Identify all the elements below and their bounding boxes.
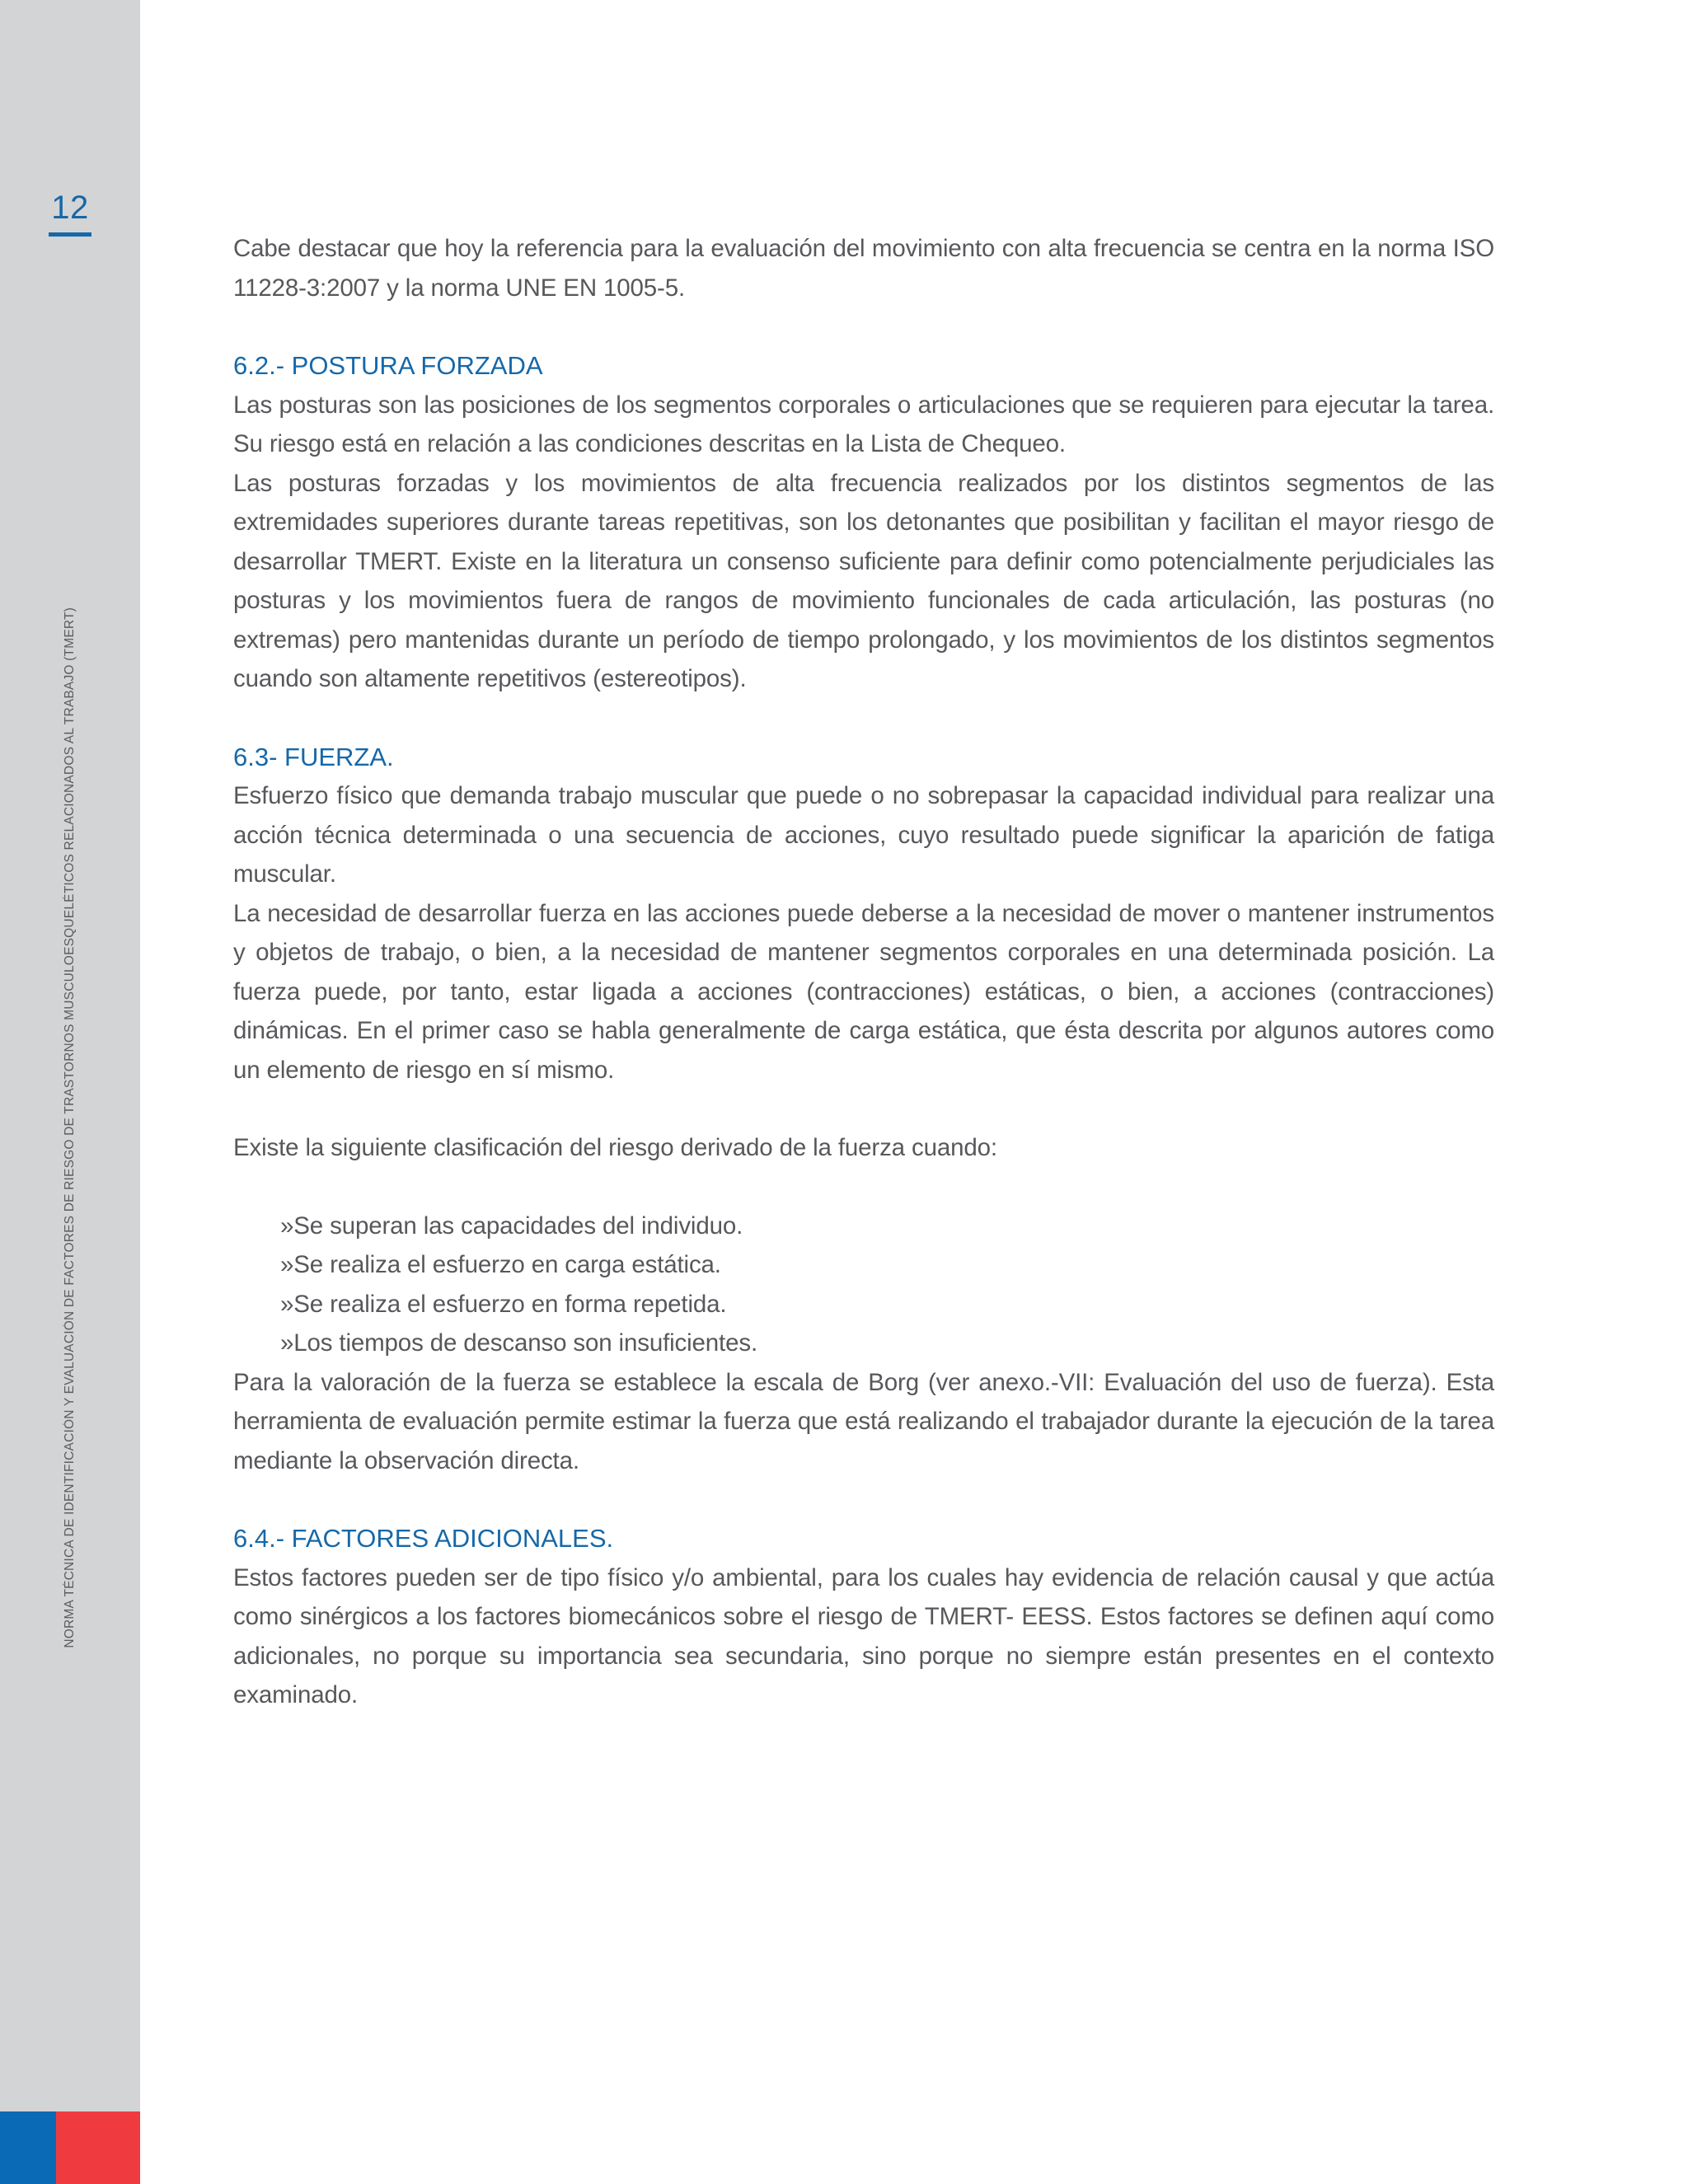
section-6-2 <box>233 346 1494 464</box>
intro-paragraph: Cabe destacar que hoy la referencia para la evaluación del movimiento con alta frecuencia se centra en la norma ISO 11228-3:2007 y la norma UNE EN 1005-5. <box>233 235 1494 302</box>
list-item-label: Se superan las capacidades del individuo. <box>293 1212 743 1240</box>
force-risk-list <box>233 1207 1494 1363</box>
list-item-label: Se realiza el esfuerzo en carga estática. <box>293 1251 721 1278</box>
list-item <box>233 1207 1494 1246</box>
running-head <box>0 297 140 1648</box>
list-item-label: Se realiza el esfuerzo en forma repetida. <box>293 1290 727 1318</box>
section-6-3-paragraph-2: La necesidad de desarrollar fuerza en las acciones puede deberse a la necesidad de mover o mantener instrumentos y objetos de trabajo, o bien, a la necesidad de mantener segmentos corporales en una determinada posición. La fuerza puede, por tanto, estar ligada a acciones (contracciones) estáticas, o bien, a acciones (contracciones) dinámicas. En el primer caso se habla generalmente de carga estática, que ésta descrita por algunos autores como un elemento de riesgo en sí mismo. <box>233 899 1494 1084</box>
folio-rule <box>49 232 91 237</box>
page-number: 12 <box>51 190 89 226</box>
section-6-3-paragraph-1: Esfuerzo físico que demanda trabajo muscular que puede o no sobrepasar la capacidad individual para realizar una acción técnica determinada o una secuencia de acciones, cuyo resultado puede significar la aparición de fatiga muscular. <box>233 782 1494 888</box>
guillemet-icon: » <box>280 1290 294 1318</box>
section-6-3 <box>233 738 1494 894</box>
section-6-4 <box>233 1519 1494 1715</box>
footer-bar-blue <box>0 2111 56 2184</box>
list-item <box>233 1285 1494 1324</box>
running-head-text: NORMA TÉCNICA DE IDENTIFICACIÓN Y EVALUACIÓN DE FACTORES DE RIESGO DE TRASTORNOS MUSCULOESQUELÉTICOS RELACIONADOS AL TRABAJO (TMERT) <box>63 607 77 1648</box>
section-6-3-heading: 6.3- FUERZA. <box>233 742 394 771</box>
guillemet-icon: » <box>280 1329 294 1357</box>
section-6-4-paragraph-1: Estos factores pueden ser de tipo físico y/o ambiental, para los cuales hay evidencia de relación causal y que actúa como sinérgicos a los factores biomecánicos sobre el riesgo de TMERT- EESS. Estos factores se definen aquí como adicionales, no porque su importancia sea secundaria, sino porque no siempre están presentes en el contexto examinado. <box>233 1563 1494 1708</box>
footer-bar-red <box>56 2111 140 2184</box>
list-item <box>233 1245 1494 1285</box>
section-6-3-paragraph-3: Existe la siguiente clasificación del riesgo derivado de la fuerza cuando: <box>233 1134 997 1161</box>
section-6-2-heading: 6.2.- POSTURA FORZADA <box>233 351 543 380</box>
page-folio <box>0 191 140 237</box>
list-item-label: Los tiempos de descanso son insuficientes. <box>293 1329 757 1357</box>
section-6-2-paragraph-1: Las posturas son las posiciones de los segmentos corporales o articulaciones que se requieren para ejecutar la tarea. Su riesgo está en relación a las condiciones descritas en la Lista de Chequeo. <box>233 391 1494 457</box>
body-column <box>233 229 1494 1715</box>
section-6-3-paragraph-4: Para la valoración de la fuerza se establece la escala de Borg (ver anexo.-VII: Evaluación del uso de fuerza). Esta herramienta de evaluación permite estimar la fuerza que está realizando el trabajador durante la ejecución de la tarea mediante la observación directa. <box>233 1368 1494 1474</box>
section-6-4-heading: 6.4.- FACTORES ADICIONALES. <box>233 1524 614 1553</box>
guillemet-icon: » <box>280 1251 294 1278</box>
guillemet-icon: » <box>280 1212 294 1240</box>
section-6-2-paragraph-2: Las posturas forzadas y los movimientos de alta frecuencia realizados por los distintos segmentos de las extremidades superiores durante tareas repetitivas, son los detonantes que posibilitan y facilitan el mayor riesgo de desarrollar TMERT. Existe en la literatura un consenso suficiente para definir como potencialmente perjudiciales las posturas y los movimientos fuera de rangos de movimiento funcionales de cada articulación, las posturas (no extremas) pero mantenidas durante un período de tiempo prolongado, y los movimientos de los distintos segmentos cuando son altamente repetitivos (estereotipos). <box>233 469 1494 692</box>
list-item <box>233 1324 1494 1363</box>
